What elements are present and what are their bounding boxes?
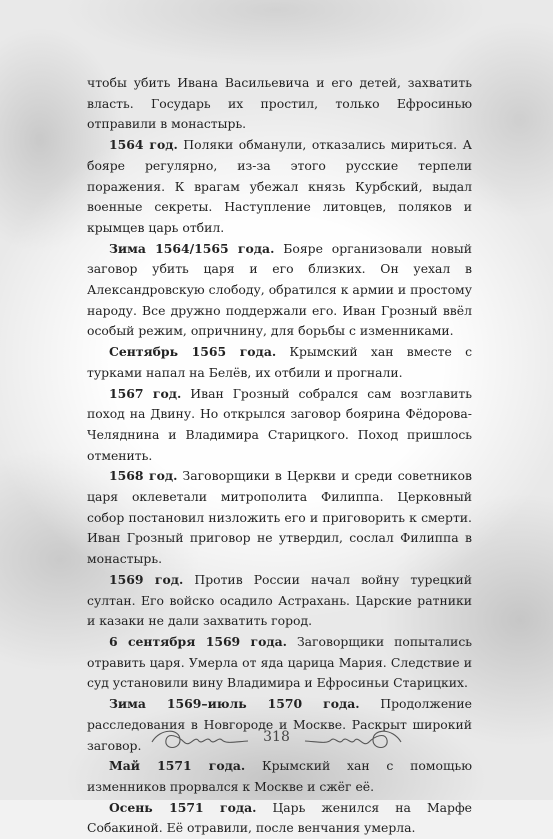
paragraph-sept-1569 — [87, 632, 472, 694]
paragraph-date: 1567 год. — [109, 385, 182, 401]
paragraph-date: 1568 год. — [109, 468, 178, 484]
paragraph-winter-1564 — [87, 239, 472, 343]
paragraph-date: Осень 1571 года. — [109, 799, 257, 815]
paragraph-text: Крымский хан с помощью изменников прорвался к Москве и сжёг её. — [87, 758, 472, 794]
paragraph-1568 — [87, 466, 472, 570]
paragraph-date: Май 1571 года. — [109, 758, 246, 774]
paragraph-date: Зима 1569–июль 1570 года. — [109, 696, 360, 712]
right-flourish-icon — [303, 724, 403, 754]
paragraph-sept-1565 — [87, 342, 472, 383]
paragraph-0 — [87, 73, 472, 135]
paragraph-1569 — [87, 570, 472, 632]
paragraph-date: 1564 год. — [109, 137, 178, 153]
page-number: 318 — [263, 729, 290, 745]
paragraph-1564 — [87, 135, 472, 239]
paragraph-text: Бояре организовали новый заговор убить царя и его близких. Он уехал в Александровскую слободу, обратился к армии и простому народу. Все дружно поддержали его. Иван Грозный ввёл особый режим, опричнину, для борьбы с изменниками. — [87, 240, 472, 339]
paragraph-text: Заговорщики попытались отравить царя. Умерла от яда царица Мария. Следствие и суд установили вину Владимира и Ефросиньи Старицких. — [87, 633, 473, 691]
paragraph-text: Крымский хан вместе с турками напал на Белёв, их отбили и прогнали. — [87, 344, 473, 380]
paragraph-text: Продолжение расследования в Новгороде и Москве. Раскрыт широкий заговор. — [87, 696, 472, 753]
paragraph-text: Заговорщики в Церкви и среди советников царя оклеветали митрополита Филиппа. Церковный собор постановил низложить его и приговорить к смерти. Иван Грозный приговор не утвердил, сослал Филиппа в монастырь. — [87, 468, 472, 567]
paragraph-autumn-1571 — [87, 798, 472, 839]
paragraph-text: Против России начал войну турецкий султан. Его войско осадило Астрахань. Царские ратники и казаки не дали захватить город. — [87, 571, 473, 629]
paragraph-date: Сентябрь 1565 года. — [109, 344, 277, 360]
paragraph-text: Иван Грозный собрался сам возглавить поход на Двину. Но открылся заговор боярина Фёдорова-Челяднина и Владимира Старицкого. Поход пришлось отменить. — [87, 385, 472, 463]
paragraph-text: чтобы убить Ивана Васильевича и его детей, захватить власть. Государь их простил, только Ефросинью отправили в монастырь. — [87, 75, 472, 132]
paragraph-text: Царь женился на Марфе Собакиной. Её отравили, после венчания умерла. — [87, 799, 472, 836]
paragraph-date: 6 сентября 1569 года. — [109, 633, 287, 649]
paragraph-date: Зима 1564/1565 года. — [109, 240, 275, 256]
paragraph-1567 — [87, 384, 472, 467]
paragraph-date: 1569 год. — [109, 571, 184, 587]
page-footer — [150, 724, 403, 754]
paragraph-may-1571 — [87, 756, 472, 797]
paragraph-text: Поляки обманули, отказались мириться. А бояре регулярно, из-за этого русские терпели поражения. К врагам убежал князь Курбский, выдал военные секреты. Наступление литовцев, поляков и крымцев царь отбил. — [87, 137, 472, 235]
